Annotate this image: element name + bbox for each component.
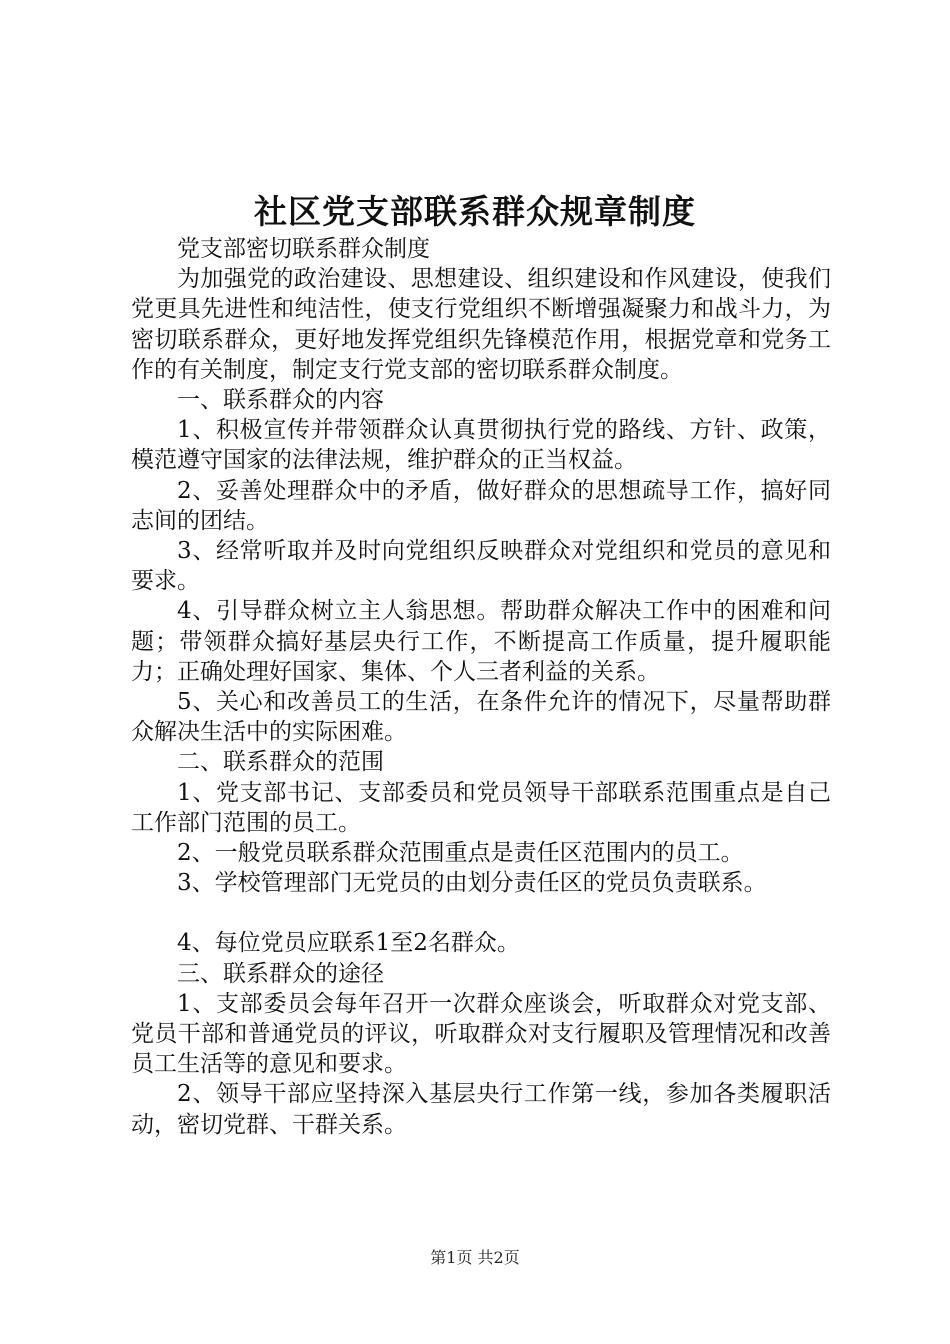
content-item-4: 4、引导群众树立主人翁思想。帮助群众解决工作中的困难和问题；带领群众搞好基层央行工作，不断提高工作质量，提升履职能力；正确处理好国家、集体、个人三者利益的关系。 (131, 598, 831, 685)
section-heading-scope: 二、联系群众的范围 (177, 749, 384, 776)
scope-item-4: 4、每位党员应联系1至2名群众。 (177, 930, 520, 957)
scope-item-1: 1、党支部书记、支部委员和党员领导干部联系范围重点是自己工作部门范围的员工。 (131, 779, 831, 836)
subtitle-paragraph: 党支部密切联系群众制度 (177, 236, 430, 262)
content-item-3: 3、经常听取并及时向党组织反映群众对党组织和党员的意见和要求。 (131, 538, 831, 595)
methods-item-2: 2、领导干部应坚持深入基层央行工作第一线，参加各类履职活动，密切党群、干群关系。 (131, 1081, 831, 1138)
content-item-2: 2、妥善处理群众中的矛盾，做好群众的思想疏导工作，搞好同志间的团结。 (131, 477, 831, 534)
page-number-footer: 第1页 共2页 (430, 1248, 520, 1267)
scope-item-3: 3、学校管理部门无党员的由划分责任区的党员负责联系。 (177, 870, 767, 897)
methods-item-1: 1、支部委员会每年召开一次群众座谈会，听取群众对党支部、党员干部和普通党员的评议，听取群众对支行履职及管理情况和改善员工生活等的意见和要求。 (131, 990, 831, 1078)
document-title: 社区党支部联系群众规章制度 (254, 192, 696, 231)
section-heading-methods: 三、联系群众的途径 (177, 960, 384, 987)
section-heading-content: 一、联系群众的内容 (177, 387, 384, 414)
content-item-5: 5、关心和改善员工的生活，在条件允许的情况下，尽量帮助群众解决生活中的实际困难。 (131, 689, 831, 746)
content-item-1: 1、积极宣传并带领群众认真贯彻执行党的路线、方针、政策，模范遵守国家的法律法规，维护群众的正当权益。 (131, 417, 831, 474)
document-body (131, 234, 831, 1140)
intro-paragraph: 为加强党的政治建设、思想建设、组织建设和作风建设，使我们党更具先进性和纯洁性，使支行党组织不断增强凝聚力和战斗力，为密切联系群众，更好地发挥党组织先锋模范作用，根据党章和党务工作的有关制度，制定支行党支部的密切联系群众制度。 (131, 266, 831, 383)
scope-item-2: 2、一般党员联系群众范围重点是责任区范围内的员工。 (177, 840, 744, 867)
